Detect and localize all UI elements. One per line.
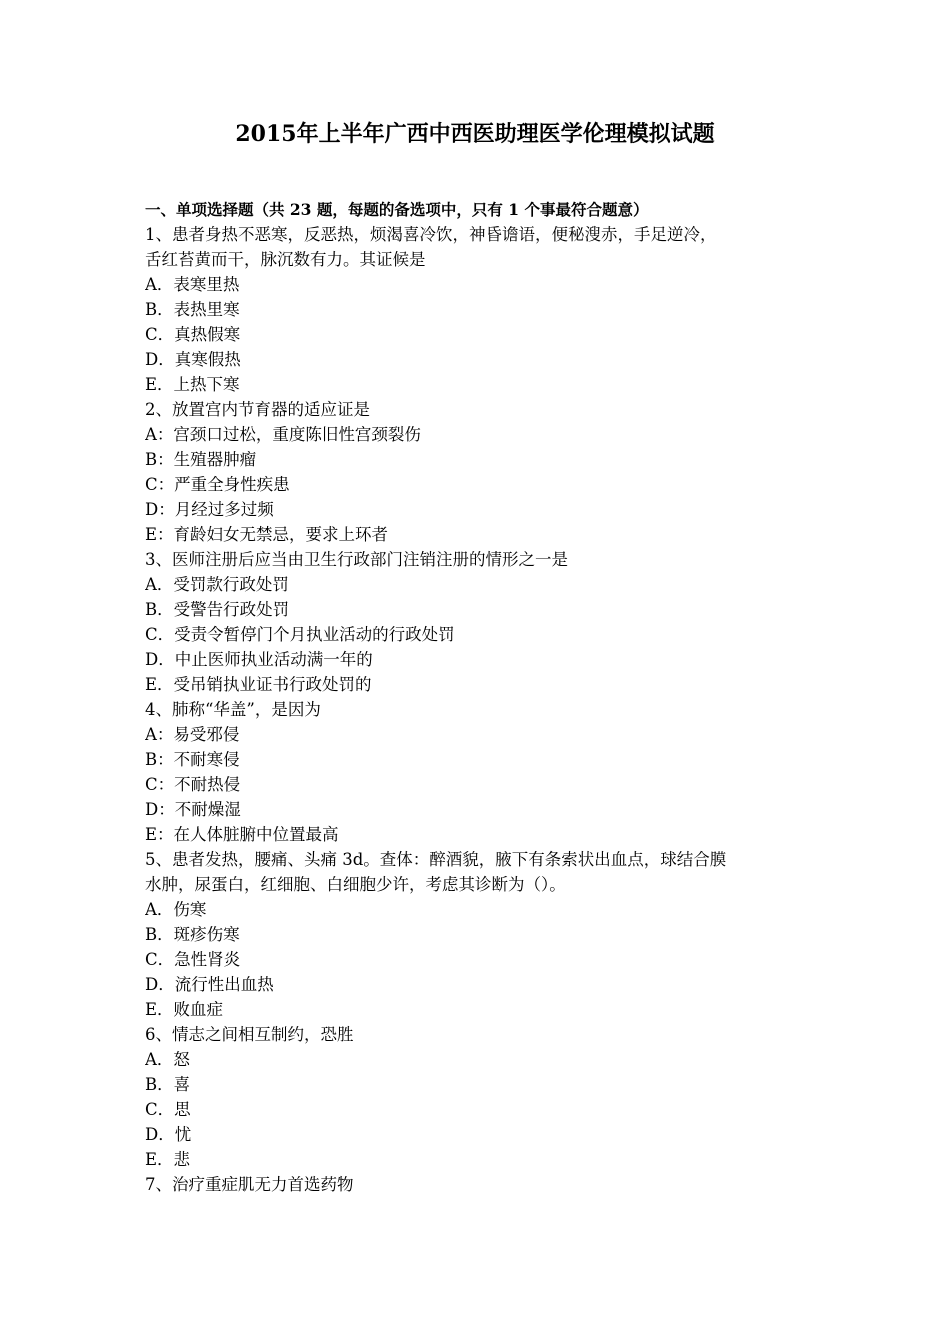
question-2 bbox=[145, 397, 810, 547]
answer-option: E．败血症 bbox=[145, 1000, 224, 1019]
question-text-line: 2、放置宫内节育器的适应证是 bbox=[145, 400, 370, 419]
question-3 bbox=[145, 547, 810, 697]
answer-option: A：宫颈口过松，重度陈旧性宫颈裂伤 bbox=[145, 425, 421, 444]
answer-option: D．中止医师执业活动满一年的 bbox=[145, 650, 373, 669]
answer-option: C．急性肾炎 bbox=[145, 950, 241, 969]
section-heading: 一、单项选择题（共 23 题，每题的备选项中，只有 1 个事最符合题意） bbox=[145, 200, 649, 219]
question-text-line: 4、肺称“华盖”，是因为 bbox=[145, 700, 321, 719]
answer-option: C．真热假寒 bbox=[145, 325, 241, 344]
question-1 bbox=[145, 222, 810, 397]
answer-option: D：不耐燥湿 bbox=[145, 800, 241, 819]
question-7 bbox=[145, 1172, 810, 1197]
question-text-line: 水肿，尿蛋白，红细胞、白细胞少许，考虑其诊断为（）。 bbox=[145, 875, 566, 894]
answer-option: B．斑疹伤寒 bbox=[145, 925, 240, 944]
answer-option: D：月经过多过频 bbox=[145, 500, 274, 519]
answer-option: E．受吊销执业证书行政处罚的 bbox=[145, 675, 372, 694]
answer-option: C．思 bbox=[145, 1100, 191, 1119]
question-text-line: 3、医师注册后应当由卫生行政部门注销注册的情形之一是 bbox=[145, 550, 568, 569]
answer-option: B：不耐寒侵 bbox=[145, 750, 240, 769]
document-body bbox=[145, 197, 810, 1197]
answer-option: E：在人体脏腑中位置最高 bbox=[145, 825, 339, 844]
answer-option: D．真寒假热 bbox=[145, 350, 241, 369]
answer-option: A．表寒里热 bbox=[145, 275, 240, 294]
answer-option: B．受警告行政处罚 bbox=[145, 600, 290, 619]
answer-option: D．流行性出血热 bbox=[145, 975, 274, 994]
question-6 bbox=[145, 1022, 810, 1172]
answer-option: C．受责令暂停门个月执业活动的行政处罚 bbox=[145, 625, 455, 644]
answer-option: C：不耐热侵 bbox=[145, 775, 241, 794]
answer-option: D．忧 bbox=[145, 1125, 192, 1144]
answer-option: A．受罚款行政处罚 bbox=[145, 575, 289, 594]
answer-option: A：易受邪侵 bbox=[145, 725, 240, 744]
document-title: 2015年上半年广西中西医助理医学伦理模拟试题 bbox=[235, 121, 715, 147]
answer-option: B：生殖器肿瘤 bbox=[145, 450, 257, 469]
answer-option: B．喜 bbox=[145, 1075, 191, 1094]
answer-option: E：育龄妇女无禁忌，要求上环者 bbox=[145, 525, 389, 544]
question-text-line: 6、情志之间相互制约，恐胜 bbox=[145, 1025, 354, 1044]
question-text-line: 舌红苔黄而干，脉沉数有力。其证候是 bbox=[145, 250, 426, 269]
question-text-line: 1、患者身热不恶寒，反恶热，烦渴喜冷饮，神昏谵语，便秘溲赤，手足逆冷， bbox=[145, 225, 717, 244]
answer-option: C：严重全身性疾患 bbox=[145, 475, 290, 494]
question-text-line: 7、治疗重症肌无力首选药物 bbox=[145, 1175, 354, 1194]
question-5 bbox=[145, 847, 810, 1022]
answer-option: A．怒 bbox=[145, 1050, 190, 1069]
answer-option: E．悲 bbox=[145, 1150, 191, 1169]
question-4 bbox=[145, 697, 810, 847]
question-text-line: 5、患者发热，腰痛、头痛 3d。查体：醉酒貌，腋下有条索状出血点，球结合膜 bbox=[145, 850, 727, 869]
answer-option: A．伤寒 bbox=[145, 900, 207, 919]
answer-option: B．表热里寒 bbox=[145, 300, 240, 319]
answer-option: E．上热下寒 bbox=[145, 375, 240, 394]
